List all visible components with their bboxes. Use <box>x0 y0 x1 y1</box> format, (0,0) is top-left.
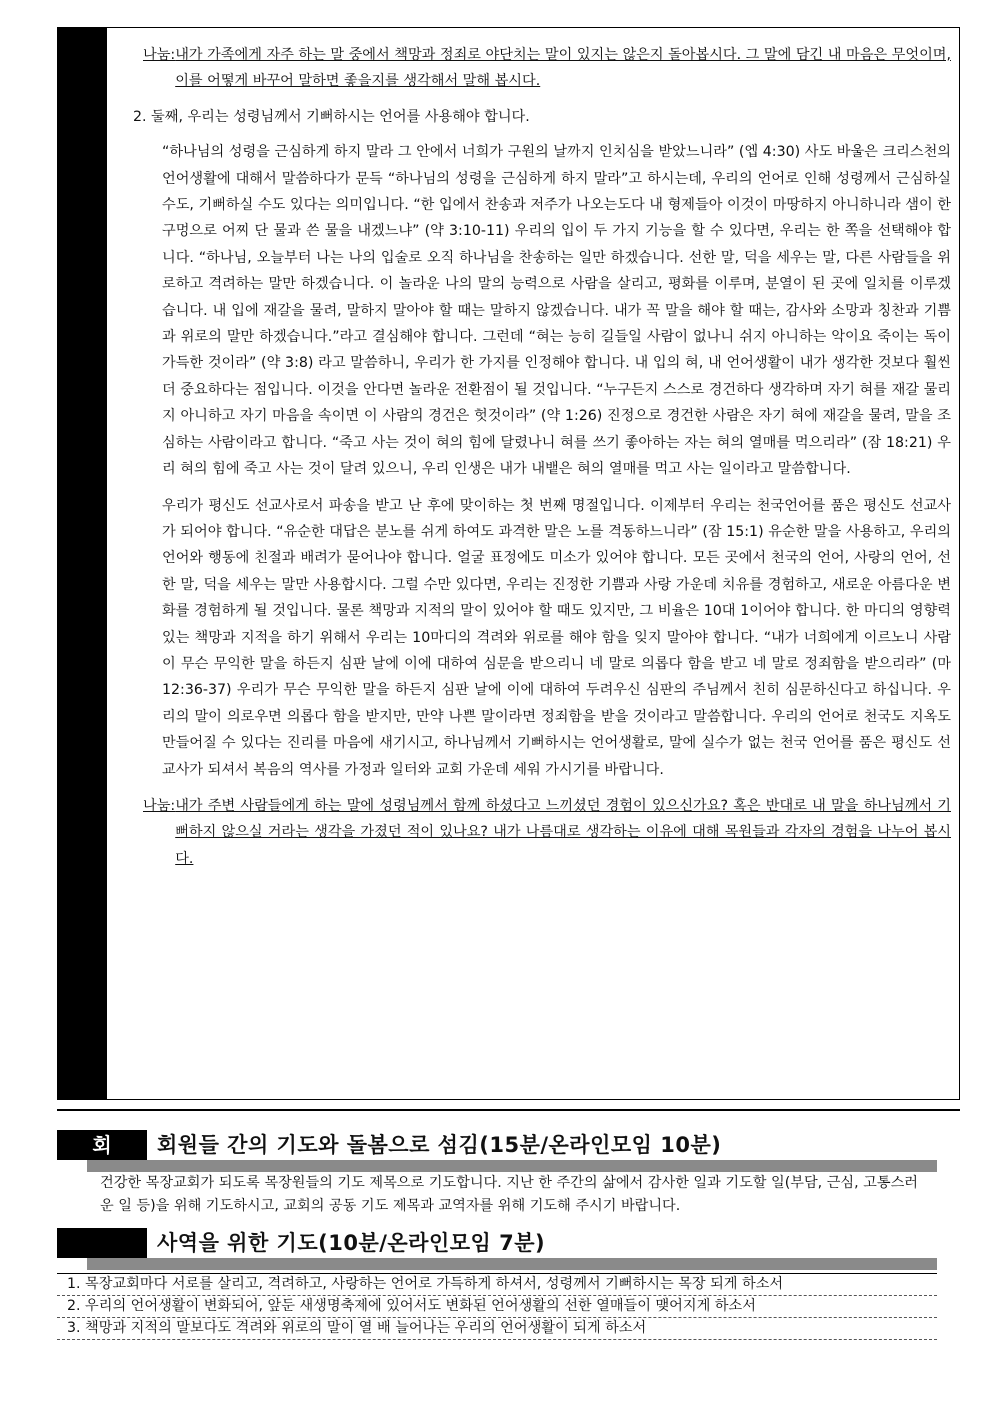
lesson-content <box>113 42 951 872</box>
section-ministry-prayer <box>57 1228 937 1270</box>
side-bar <box>57 28 107 1099</box>
share-question-2 <box>143 793 951 872</box>
prayer-item: 2. 우리의 언어생활이 변화되어, 앞둔 새생명축제에 있어서도 변화된 언어생활의 선한 열매들이 맺어지게 하소서 <box>57 1296 937 1318</box>
share-label: 나눔: <box>143 47 176 63</box>
divider <box>57 1109 960 1111</box>
section-rule <box>87 1160 937 1172</box>
share-label: 나눔: <box>143 797 176 814</box>
section-title: 회원들 간의 기도와 돌봄으로 섬김(15분/온라인모임 10분) <box>157 1133 722 1157</box>
section-members-prayer <box>57 1130 937 1172</box>
body-paragraph-1: “하나님의 성령을 근심하게 하지 말라 그 안에서 너희가 구원의 날까지 인치심을 받았느니라” (엡 4:30) 사도 바울은 크리스천의 언어생활에 대해서 말씀하다가 문득 “하나님의 성령을 근심하게 하지 말라”고 하시는데, 우리의 언어로 인해 성령께서 근심하실 수도, 기뻐하실 수도 있다는 의미입니다. “한 입에서 찬송과 저주가 나오는도다 내 형제들아 이것이 마땅하지 아니하니라 샘이 한 구멍으로 어찌 단 물과 쓴 물을 내겠느냐” (약 3:10-11) 우리의 입이 두 가지 기능을 할 수 있다면, 우리는 한 쪽을 선택해야 합니다. “하나님, 오늘부터 나는 나의 입술로 오직 하나님을 찬송하는 일만 하겠습니다. 선한 말, 덕을 세우는 말, 다른 사람들을 위로하고 격려하는 말만 하겠습니다. 이 놀라운 나의 말의 능력으로 사람을 살리고, 평화를 이루며, 분열이 된 곳에 일치를 이루겠습니다. 내 입에 재갈을 물려, 말하지 말아야 할 때는 말하지 않겠습니다. 내가 꼭 말을 해야 할 때는, 감사와 소망과 칭찬과 기쁨과 위로의 말만 하겠습니다.”라고 결심해야 합니다. 그런데 “혀는 능히 길들일 사람이 없나니 쉬지 아니하는 악이요 죽이는 독이 가득한 것이라” (약 3:8) 라고 말씀하니, 우리가 한 가지를 인정해야 합니다. 내 입의 혀, 내 언어생활이 내가 생각한 것보다 훨씬 더 중요하다는 점입니다. 이것을 안다면 놀라운 전환점이 될 것입니다. “누구든지 스스로 경건하다 생각하며 자기 혀를 재갈 물리지 아니하고 자기 마음을 속이면 이 사람의 경건은 헛것이라” (약 1:26) 진정으로 경건한 사람은 자기 혀에 재갈을 물려, 말을 조심하는 사람이라고 합니다. “죽고 사는 것이 혀의 힘에 달렸나니 혀를 쓰기 좋아하는 자는 혀의 열매를 먹으리라” (잠 18:21) 우리 혀의 힘에 죽고 사는 것이 달려 있으니, 우리 인생은 내가 내뱉은 혀의 열매를 먹고 사는 일이라고 말씀합니다. <box>162 144 951 478</box>
section-tab-blank <box>57 1228 147 1258</box>
prayer-item: 1. 목장교회마다 서로를 살리고, 격려하고, 사랑하는 언어로 가득하게 하셔서, 성령께서 기뻐하시는 목장 되게 하소서 <box>57 1274 937 1296</box>
section-members-body: 건강한 목장교회가 되도록 목장원들의 기도 제목으로 기도합니다. 지난 한 주간의 삶에서 감사한 일과 기도할 일(부담, 근심, 고통스러운 일 등)을 위해 기도하시고, 교회의 공동 기도 제목과 교역자를 위해 기도해 주시기 바랍니다. <box>100 1175 918 1214</box>
lesson-box <box>57 27 960 1100</box>
body-paragraph-2: 우리가 평신도 선교사로서 파송을 받고 난 후에 맞이하는 첫 번째 명절입니다. 이제부터 우리는 천국언어를 품은 평신도 선교사가 되어야 합니다. “유순한 대답은 분노를 쉬게 하여도 과격한 말은 노를 격동하느니라” (잠 15:1) 유순한 말을 사용하고, 우리의 언어와 행동에 친절과 배려가 묻어나야 합니다. 얼굴 표정에도 미소가 있어야 합니다. 모든 곳에서 천국의 언어, 사랑의 언어, 선한 말, 덕을 세우는 말만 사용합시다. 그럴 수만 있다면, 우리는 진정한 기쁨과 사랑 가운데 치유를 경험하고, 새로운 아름다운 변화를 경험하게 될 것입니다. 물론 책망과 지적의 말이 있어야 할 때도 있지만, 그 비율은 10대 1이어야 합니다. 한 마디의 영향력 있는 책망과 지적을 하기 위해서 우리는 10마디의 격려와 위로를 해야 함을 잊지 말아야 합니다. “내가 너희에게 이르노니 사람이 무슨 무익한 말을 하든지 심판 날에 이에 대하여 심문을 받으리니 네 말로 의롭다 함을 받고 네 말로 정죄함을 받으리라” (마 12:36-37) 우리가 무슨 무익한 말을 하든지 심판 날에 이에 대하여 두려우신 심판의 주님께서 친히 심문하신다고 하십니다. 우리의 말이 의로우면 의롭다 함을 받지만, 만약 나쁜 말이라면 정죄함을 받을 것이라고 말씀합니다. 우리의 언어로 천국도 지옥도 만들어질 수 있다는 진리를 마음에 새기시고, 하나님께서 기뻐하시는 언어생활로, 말에 실수가 없는 천국 언어를 품은 평신도 선교사가 되셔서 복음의 역사를 가정과 일터와 교회 가운데 세워 가시기를 바랍니다. <box>162 497 951 778</box>
section-tab: 회 <box>57 1130 147 1160</box>
share-question-1 <box>143 42 951 95</box>
share-text: 내가 가족에게 자주 하는 말 중에서 책망과 정죄로 야단치는 말이 있지는 않은지 돌아봅시다. 그 말에 담긴 내 마음은 무엇이며, 이를 어떻게 바꾸어 말하면 좋을지를 생각해서 말해 봅시다. <box>175 47 951 90</box>
section-rule <box>87 1258 937 1270</box>
share-text: 내가 주변 사람들에게 하는 말에 성령님께서 함께 하셨다고 느끼셨던 경험이 있으신가요? 혹은 반대로 내 말을 하나님께서 기뻐하지 않으실 거라는 생각을 가졌던 적이 있나요? 내가 나름대로 생각하는 이유에 대해 목원들과 각자의 경험을 나누어 봅시다. <box>175 797 951 867</box>
prayer-list <box>57 1274 937 1340</box>
point-heading: 2. 둘째, 우리는 성령님께서 기뻐하시는 언어를 사용해야 합니다. <box>133 108 530 125</box>
prayer-item: 3. 책망과 지적의 말보다도 격려와 위로의 말이 열 배 늘어나는 우리의 언어생활이 되게 하소서 <box>57 1318 937 1340</box>
section-title: 사역을 위한 기도(10분/온라인모임 7분) <box>157 1231 546 1255</box>
